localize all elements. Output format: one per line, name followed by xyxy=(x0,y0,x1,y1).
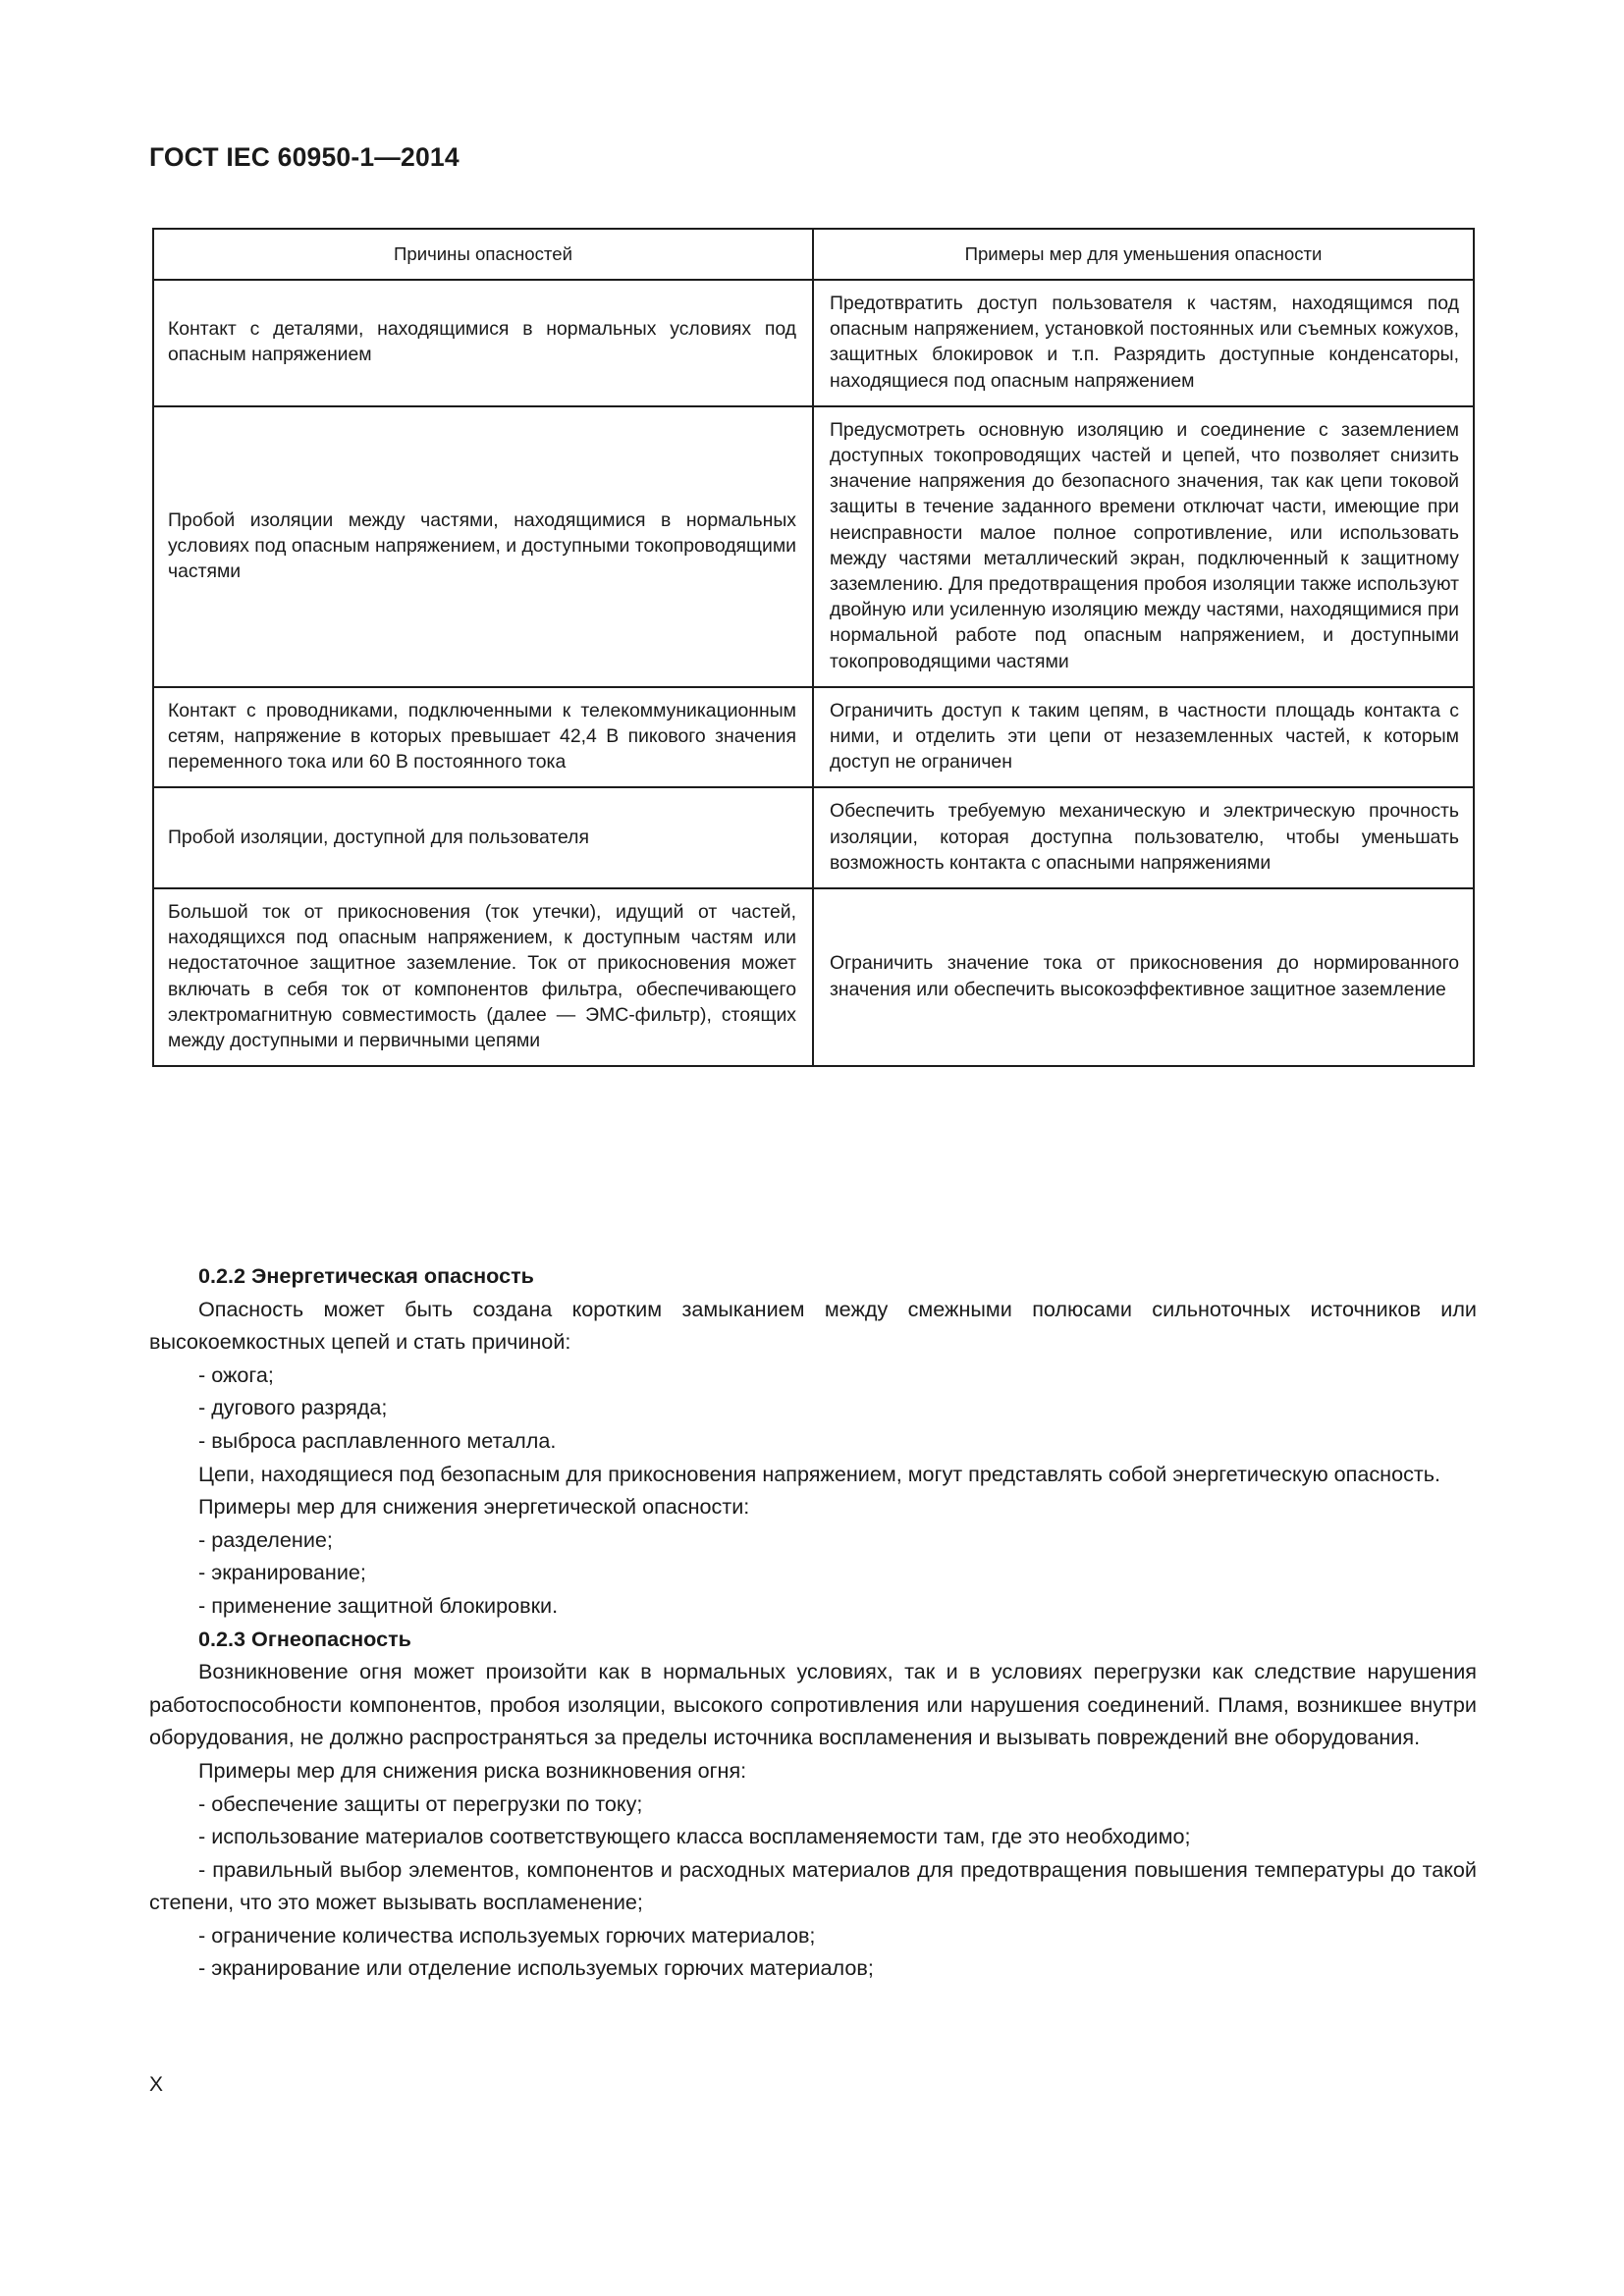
cell-measure xyxy=(813,787,1474,888)
cause-text: Контакт с проводниками, подключенными к телекоммуникационным сетям, напряжение в которых превышает 42,4 В пикового значения переменного тока или 60 В постоянного тока xyxy=(168,699,796,774)
cause-text: Контакт с деталями, находящимися в нормальных условиях под опасным напряжением xyxy=(168,318,796,366)
list-item: - ожога; xyxy=(198,1362,274,1387)
measure-text: Предусмотреть основную изоляцию и соединение с заземлением доступных токопроводящих частей и цепей, что позволяет снизить значение напряжения до безопасного значения, так как цепи токовой защиты в течение заданного времени отключат части, имеющие при неисправности малое полное сопротивление, или использовать между частями металлический экран, подключенный к защитному заземлению. Для предотвращения пробоя изоляции также используют двойную или усиленную изоляцию между частями, находящимися при нормальной работе под опасным напряжением, и доступными токопроводящими частями xyxy=(830,418,1459,672)
cause-text: Большой ток от прикосновения (ток утечки), идущий от частей, находящихся под опасным напряжением, к доступным частям или недостаточное защитное заземление. Ток от прикосновения может включать в себя ток от компонентов фильтра, обеспечивающего электромагнитную совместимость (далее — ЭМС-фильтр), стоящих между доступными и первичными цепями xyxy=(168,901,796,1052)
cell-cause xyxy=(153,687,813,788)
table-row xyxy=(153,888,1474,1066)
measure-text: Обеспечить требуемую механическую и электрическую прочность изоляции, которая доступна пользователю, чтобы уменьшать возможность контакта с опасными напряжениями xyxy=(830,800,1459,874)
fire-hazard-intro: Возникновение огня может произойти как в нормальных условиях, так и в условиях перегрузки как следствие нарушения работоспособности компонентов, пробоя изоляции, высокого сопротивления или нарушения соединений. Пламя, возникшее внутри оборудования, не должно распространяться за пределы источника воспламенения и вызывать повреждений вне оборудования. xyxy=(149,1659,1477,1750)
list-item: - дугового разряда; xyxy=(198,1395,388,1420)
energy-hazard-intro: Опасность может быть создана коротким замыканием между смежными полюсами сильноточных источников или высокоемкостных цепей и стать причиной: xyxy=(149,1296,1477,1355)
section-heading-fire-hazard: 0.2.3 Огнеопасность xyxy=(198,1626,411,1651)
list-item: - экранирование или отделение используемых горючих материалов; xyxy=(198,1955,874,1981)
cell-cause xyxy=(153,888,813,1066)
document-running-header: ГОСТ IEC 60950-1—2014 xyxy=(149,142,460,172)
cause-text: Пробой изоляции между частями, находящимися в нормальных условиях под опасным напряжением, и доступными токопроводящими частями xyxy=(168,508,796,582)
list-item: - ограничение количества используемых горючих материалов; xyxy=(198,1922,816,1948)
cell-measure xyxy=(813,888,1474,1066)
cell-cause xyxy=(153,787,813,888)
table-row xyxy=(153,787,1474,888)
cell-cause xyxy=(153,280,813,406)
measure-text: Ограничить значение тока от прикосновения до нормированного значения или обеспечить высокоэффективное защитное заземление xyxy=(830,952,1459,1000)
list-item: - обеспечение защиты от перегрузки по току; xyxy=(198,1790,643,1816)
cell-measure xyxy=(813,687,1474,788)
list-item: - правильный выбор элементов, компонентов и расходных материалов для предотвращения повышения температуры до такой степени, что это может вызывать воспламенение; xyxy=(149,1856,1477,1915)
cause-text: Пробой изоляции, доступной для пользователя xyxy=(168,826,589,848)
energy-hazard-note: Цепи, находящиеся под безопасным для прикосновения напряжением, могут представлять собой энергетическую опасность. xyxy=(198,1461,1441,1486)
hazard-causes-and-measures-table xyxy=(152,228,1475,1067)
table-header-row xyxy=(153,229,1474,280)
cell-cause xyxy=(153,406,813,687)
list-item: - разделение; xyxy=(198,1526,333,1552)
measure-text: Предотвратить доступ пользователя к частям, находящимся под опасным напряжением, установкой постоянных или съемных кожухов, защитных блокировок и т.п. Разрядить доступные конденсаторы, находящиеся под опасным напряжением xyxy=(830,293,1459,392)
measure-text: Ограничить доступ к таким цепям, в частности площадь контакта с ними, и отделить эти цепи от незаземленных частей, к которым доступ не ограничен xyxy=(830,699,1459,774)
table-row xyxy=(153,280,1474,406)
list-item: - экранирование; xyxy=(198,1560,366,1585)
section-heading-energy-hazard: 0.2.2 Энергетическая опасность xyxy=(198,1263,534,1288)
column-header-causes: Причины опасностей xyxy=(153,229,813,280)
energy-hazard-measures-intro: Примеры мер для снижения энергетической опасности: xyxy=(198,1494,750,1520)
table-row xyxy=(153,687,1474,788)
page-number: X xyxy=(149,2073,164,2096)
cell-measure xyxy=(813,406,1474,687)
cell-measure xyxy=(813,280,1474,406)
column-header-measures: Примеры мер для уменьшения опасности xyxy=(813,229,1474,280)
list-item: - использование материалов соответствующего класса воспламеняемости там, где это необходимо; xyxy=(198,1824,1191,1849)
list-item: - выброса расплавленного металла. xyxy=(198,1427,557,1453)
list-item: - применение защитной блокировки. xyxy=(198,1592,559,1618)
table-row xyxy=(153,406,1474,687)
fire-hazard-measures-intro: Примеры мер для снижения риска возникновения огня: xyxy=(198,1757,747,1783)
body-content xyxy=(149,1259,1477,1985)
